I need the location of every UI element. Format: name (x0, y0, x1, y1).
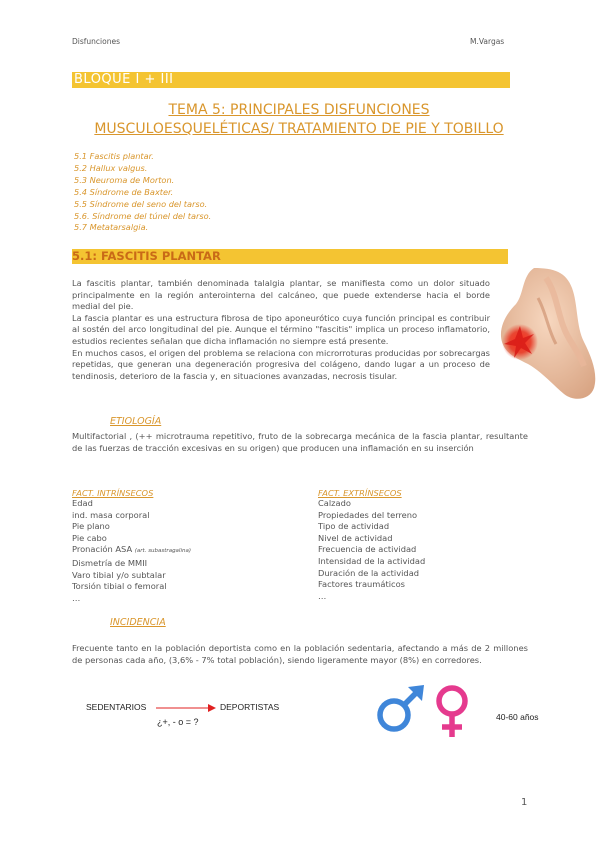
pronacion-label: Pronación ASA (72, 544, 133, 555)
table-of-contents (74, 151, 211, 234)
intrinsic-factors (72, 488, 302, 604)
list-item: Pie plano (72, 521, 110, 532)
list-item: Calzado (318, 498, 351, 508)
toc-item[interactable]: 5.2 Hallux valgus. (74, 162, 148, 173)
paragraph: La fascia plantar es una estructura fibrosa de tipo aponeurótico cuya función principal es contribuir al sostén del arco longitudinal del pie. Aunque el término "fascitis" implica un proceso inflamatorio, estudios recientes señalan que dicha inflamación no siempre está presente. (72, 312, 490, 346)
paragraph: En muchos casos, el origen del problema se relaciona con microrroturas producidas por sobrecargas repetidas, que generan una degeneración progresiva del colágeno, dando lugar a un proceso de tendinosis, deterioro de la fascia y, en situaciones avanzadas, necrosis tisular. (72, 347, 490, 381)
list-item: Torsión tibial o femoral (72, 581, 167, 592)
page-number: 1 (521, 797, 528, 808)
deportistas-label: DEPORTISTAS (220, 702, 280, 712)
list-item: Duración de la actividad (318, 567, 420, 578)
female-symbol-icon (432, 683, 472, 739)
age-range-label: 40-60 años (496, 712, 539, 722)
toc-item[interactable]: 5.3 Neuroma de Morton. (74, 174, 175, 185)
list-item: Nivel de actividad (318, 532, 393, 543)
foot-pain-illustration (494, 268, 598, 404)
bloque-title: BLOQUE I + III (72, 72, 510, 88)
etiologia-text: Multifactorial , (++ microtrauma repetitivo, fruto de la sobrecarga mecánica de la fascia plantar, resultante de las fuerzas de tracción excesivas en su origen) que producen una inflamación en su inserción (72, 431, 528, 453)
incidencia-text: Frecuente tanto en la población deportista como en la población sedentaria, afectando a más de 2 millones de personas cada año, (3,6% - 7% total población), siendo ligeramente mayor (8%) en corredores. (72, 643, 528, 665)
list-item: Propiedades del terreno (318, 509, 418, 520)
list-item: Dismetría de MMII (72, 557, 148, 568)
list-item: Tipo de actividad (318, 521, 390, 532)
toc-item[interactable]: 5.4 Síndrome de Baxter. (74, 186, 174, 197)
intrinsic-heading: FACT. INTRÍNSECOS (72, 488, 154, 498)
list-item: Frecuencia de actividad (318, 544, 417, 555)
extrinsic-factors (318, 488, 518, 602)
list-item: … (72, 592, 81, 603)
sedentarios-label: SEDENTARIOS (86, 702, 147, 712)
list-item: Pie cabo (72, 532, 107, 543)
list-item: Edad (72, 498, 93, 508)
list-item: … (318, 590, 327, 601)
etiologia-heading: ETIOLOGÍA (110, 416, 162, 427)
toc-item[interactable]: 5.7 Metatarsalgia. (74, 222, 149, 233)
list-item (72, 544, 302, 558)
incidencia-heading: INCIDENCIA (110, 617, 166, 628)
male-symbol-icon (372, 685, 428, 735)
list-item: Intensidad de la actividad (318, 555, 426, 566)
list-item: Varo tibial y/o subtalar (72, 569, 166, 580)
tema-title-line2: MUSCULOESQUELÉTICAS/ TRATAMIENTO DE PIE Y TOBILLO (94, 121, 504, 137)
toc-item[interactable]: 5.1 Fascitis plantar. (74, 151, 154, 161)
list-item: Factores traumáticos (318, 579, 405, 590)
running-header-left: Disfunciones (72, 37, 120, 46)
extrinsic-heading: FACT. EXTRÍNSECOS (318, 488, 402, 498)
section-title: 5.1: FASCITIS PLANTAR (72, 249, 508, 264)
comparison-question: ¿+, - o = ? (157, 717, 199, 727)
tema-title-line1: TEMA 5: PRINCIPALES DISFUNCIONES (168, 102, 430, 118)
toc-item[interactable]: 5.5 Síndrome del seno del tarso. (74, 198, 208, 209)
intro-text (72, 278, 490, 382)
list-item: ind. masa corporal (72, 509, 150, 520)
arrow-right-icon (156, 703, 216, 713)
pronacion-note: (art. subastragalina) (134, 548, 191, 555)
toc-item[interactable]: 5.6. Síndrome del túnel del tarso. (74, 210, 212, 221)
running-header-right: M.Vargas (470, 37, 505, 46)
paragraph: La fascitis plantar, también denominada talalgia plantar, se manifiesta como un dolor situado principalmente en la región anterointerna del calcáneo, que puede extenderse hacia el borde medial del pie. (72, 278, 490, 312)
